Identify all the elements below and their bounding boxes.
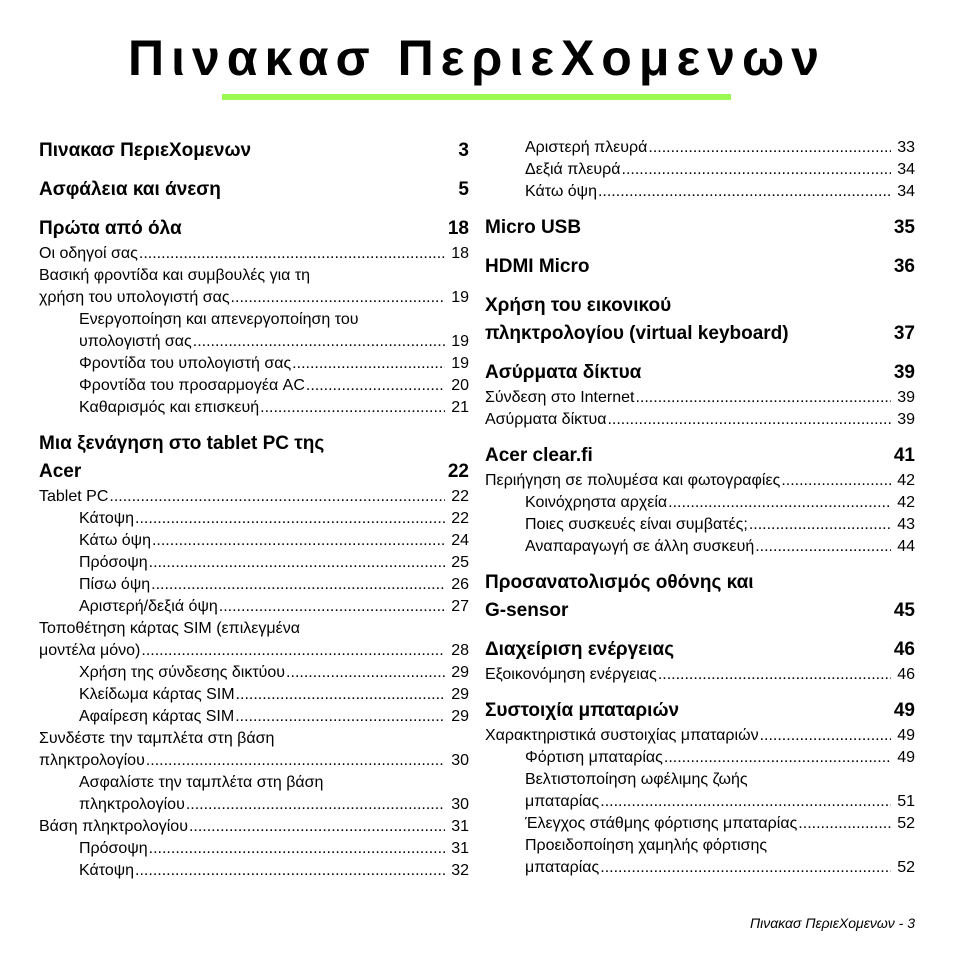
toc-entry-page: 3 <box>458 140 469 161</box>
toc-entry-page: 42 <box>897 494 915 511</box>
dot-leader <box>286 662 445 684</box>
dot-leader <box>193 331 445 353</box>
toc-entry-page: 18 <box>447 218 469 239</box>
toc-entry-page: 37 <box>893 323 915 344</box>
dot-leader <box>235 706 445 728</box>
dot-leader <box>600 791 891 813</box>
toc-entry-page: 49 <box>897 727 915 744</box>
toc-entry-page: 5 <box>458 179 469 200</box>
toc-entry-lead[interactable]: Τοποθέτηση κάρτας SIM (επιλεγμένα <box>39 620 300 637</box>
toc-entry-title: υπολογιστή σας <box>79 333 192 350</box>
toc-entry-page: 31 <box>451 840 469 857</box>
toc-entry-title: Περιήγηση σε πολυμέσα και φωτογραφίες <box>485 472 781 489</box>
toc-entry[interactable] <box>485 214 915 242</box>
toc-entry-page: 39 <box>897 411 915 428</box>
toc-entry-title: Βάση πληκτρολογίου <box>39 818 188 835</box>
toc-entry[interactable] <box>485 514 915 536</box>
toc-entry-title: Ασύρματα δίκτυα <box>485 362 642 383</box>
dot-leader <box>186 794 445 816</box>
dot-leader <box>760 725 891 747</box>
toc-entry-title: Κάτοψη <box>79 510 135 527</box>
toc-entry[interactable] <box>485 697 915 725</box>
toc-entry-title: πληκτρολογίου (virtual keyboard) <box>485 323 789 344</box>
toc-entry-title: Σύνδεση στο Internet <box>485 389 635 406</box>
toc-entry[interactable] <box>39 860 469 882</box>
toc-entry-title: Φόρτιση μπαταρίας <box>525 749 663 766</box>
toc-entry-title: Αριστερή πλευρά <box>525 139 648 156</box>
toc-entry-page: 19 <box>451 289 469 306</box>
toc-entry[interactable] <box>39 530 469 552</box>
toc-entry-page: 22 <box>451 510 469 527</box>
toc-entry-lead[interactable]: Προειδοποίηση χαμηλής φόρτισης <box>525 837 768 854</box>
dot-leader <box>260 397 445 419</box>
toc-entry-page: 19 <box>451 333 469 350</box>
toc-entry-lead[interactable]: Προσανατολισμός οθόνης και <box>485 572 754 593</box>
toc-entry[interactable] <box>485 813 915 835</box>
toc-entry[interactable] <box>485 725 915 747</box>
toc-entry-title: μπαταρίας <box>525 793 600 810</box>
toc-entry-title: Αριστερή/δεξιά όψη <box>79 598 218 615</box>
toc-entry-title: Κάτοψη <box>79 862 135 879</box>
toc-entry-title: Χαρακτηριστικά συστοιχίας μπαταριών <box>485 727 759 744</box>
toc-right-column <box>485 137 915 879</box>
toc-entry[interactable] <box>485 253 915 281</box>
toc-entry-title: Δεξιά πλευρά <box>525 161 621 178</box>
toc-entry-page: 25 <box>451 554 469 571</box>
toc-entry[interactable] <box>485 137 915 159</box>
toc-entry-page: 24 <box>451 532 469 549</box>
toc-entry-page: 33 <box>897 139 915 156</box>
toc-entry-title: Ασύρματα δίκτυα <box>485 411 607 428</box>
toc-entry-page: 44 <box>897 538 915 555</box>
dot-leader <box>139 243 445 265</box>
toc-left-column <box>39 137 469 882</box>
toc-entry-title: Έλεγχος στάθμης φόρτισης μπαταρίας <box>525 815 798 832</box>
toc-entry-page: 29 <box>451 686 469 703</box>
toc-entry[interactable] <box>39 353 469 375</box>
dot-leader <box>658 664 891 686</box>
toc-entry[interactable] <box>39 508 469 530</box>
toc-entry[interactable] <box>485 159 915 181</box>
dot-leader <box>152 530 445 552</box>
toc-entry-page: 39 <box>893 362 915 383</box>
toc-entry-title: πληκτρολογίου <box>79 796 185 813</box>
toc-entry-page: 39 <box>897 389 915 406</box>
toc-entry-title: χρήση του υπολογιστή σας <box>39 289 230 306</box>
toc-entry[interactable] <box>485 442 915 470</box>
toc-entry-page: 43 <box>897 516 915 533</box>
toc-entry[interactable] <box>485 470 915 492</box>
toc-entry-title: Κάτω όψη <box>525 183 597 200</box>
toc-entry-title: Πρώτα από όλα <box>39 218 182 239</box>
dot-leader <box>236 684 445 706</box>
dot-leader <box>189 816 445 838</box>
toc-entry-page: 49 <box>897 749 915 766</box>
toc-entry-page: 45 <box>893 600 915 621</box>
dot-leader <box>231 287 445 309</box>
toc-entry-lead[interactable]: Βασική φροντίδα και συμβουλές για τη <box>39 267 311 284</box>
toc-entry[interactable] <box>485 664 915 686</box>
toc-entry-title: HDMI Micro <box>485 256 590 277</box>
toc-entry-title: Φροντίδα του προσαρμογέα AC <box>79 377 305 394</box>
page-footer <box>750 915 915 931</box>
toc-entry-title: Πίσω όψη <box>79 576 151 593</box>
toc-entry-lead[interactable]: Βελτιστοποίηση ωφέλιμης ζωής <box>525 771 748 788</box>
toc-entry[interactable] <box>39 215 469 243</box>
toc-entry[interactable] <box>485 387 915 409</box>
toc-entry[interactable] <box>39 838 469 860</box>
toc-entry-lead[interactable]: Συνδέστε την ταμπλέτα στη βάση <box>39 730 275 747</box>
toc-entry-page: 34 <box>897 161 915 178</box>
toc-entry[interactable] <box>39 574 469 596</box>
toc-entry-title: Κοινόχρηστα αρχεία <box>525 494 668 511</box>
dot-leader <box>141 640 445 662</box>
toc-entry[interactable] <box>39 662 469 684</box>
toc-entry-page: 22 <box>447 461 469 482</box>
dot-leader <box>219 596 445 618</box>
toc-entry[interactable] <box>39 552 469 574</box>
toc-entry-page: 52 <box>897 815 915 832</box>
toc-entry[interactable] <box>485 857 915 879</box>
toc-entry[interactable] <box>39 375 469 397</box>
toc-entry-title: Ποιες συσκευές είναι συμβατές; <box>525 516 748 533</box>
toc-entry[interactable] <box>39 176 469 204</box>
toc-entry[interactable] <box>39 331 469 353</box>
toc-entry-page: 19 <box>451 355 469 372</box>
toc-entry-page: 18 <box>451 245 469 262</box>
toc-entry-title: Πρόσοψη <box>79 840 148 857</box>
toc-entry-title: Καθαρισμός και επισκευή <box>79 399 260 416</box>
toc-entry-title: Αναπαραγωγή σε άλλη συσκευή <box>525 538 755 555</box>
footer-label: Πινακασ ΠεριεΧομενων - <box>749 915 904 931</box>
toc-entry[interactable] <box>39 458 469 486</box>
toc-entry-title: Tablet PC <box>39 488 109 505</box>
toc-entry-title: Συστοιχία μπαταριών <box>485 700 680 721</box>
toc-entry-page: 26 <box>451 576 469 593</box>
toc-entry-page: 42 <box>897 472 915 489</box>
toc-entry[interactable] <box>39 243 469 265</box>
toc-entry[interactable] <box>39 596 469 618</box>
dot-leader <box>781 470 891 492</box>
toc-entry-page: 30 <box>451 752 469 769</box>
toc-entry-page: 34 <box>897 183 915 200</box>
toc-entry-page: 31 <box>451 818 469 835</box>
toc-entry-lead[interactable]: Ενεργοποίηση και απενεργοποίηση του <box>79 311 359 328</box>
dot-leader <box>149 552 445 574</box>
toc-entry[interactable] <box>485 320 915 348</box>
toc-entry-page: 35 <box>893 217 915 238</box>
dot-leader <box>607 409 891 431</box>
toc-entry[interactable] <box>485 597 915 625</box>
toc-entry-title: Πρόσοψη <box>79 554 148 571</box>
footer-page-number: 3 <box>907 915 915 931</box>
toc-entry-page: 20 <box>451 377 469 394</box>
toc-entry-page: 49 <box>893 700 915 721</box>
toc-entry[interactable] <box>39 486 469 508</box>
dot-leader <box>306 375 445 397</box>
toc-entry[interactable] <box>39 287 469 309</box>
dot-leader <box>798 813 891 835</box>
toc-entry-lead[interactable]: Ασφαλίστε την ταμπλέτα στη βάση <box>79 774 324 791</box>
toc-entry-page: 51 <box>897 793 915 810</box>
toc-entry-title: Φροντίδα του υπολογιστή σας <box>79 355 292 372</box>
dot-leader <box>622 159 891 181</box>
toc-entry-page: 41 <box>893 445 915 466</box>
dot-leader <box>755 536 891 558</box>
dot-leader <box>749 514 891 536</box>
toc-entry-title: Micro USB <box>485 217 582 238</box>
toc-entry-page: 32 <box>451 862 469 879</box>
dot-leader <box>149 838 445 860</box>
toc-entry[interactable] <box>485 409 915 431</box>
dot-leader <box>109 486 445 508</box>
dot-leader <box>146 750 445 772</box>
toc-entry-title: Χρήση της σύνδεσης δικτύου <box>79 664 286 681</box>
toc-entry-lead[interactable]: Μια ξενάγηση στο tablet PC της <box>39 433 325 454</box>
toc-entry-title: Ασφάλεια και άνεση <box>39 179 221 200</box>
toc-entry-title: Κάτω όψη <box>79 532 151 549</box>
toc-entry-title: Εξοικονόμηση ενέργειας <box>485 666 657 683</box>
dot-leader <box>135 508 445 530</box>
toc-entry-page: 46 <box>897 666 915 683</box>
dot-leader <box>151 574 445 596</box>
toc-entry-page: 22 <box>451 488 469 505</box>
toc-entry-page: 52 <box>897 859 915 876</box>
toc-entry[interactable] <box>39 794 469 816</box>
toc-entry-title: πληκτρολογίου <box>39 752 145 769</box>
toc-entry-title: Διαχείριση ενέργειας <box>485 639 675 660</box>
toc-entry-page: 28 <box>451 642 469 659</box>
dot-leader <box>648 137 891 159</box>
toc-entry[interactable] <box>485 359 915 387</box>
toc-entry-title: μοντέλα μόνο) <box>39 642 141 659</box>
toc-entry[interactable] <box>39 397 469 419</box>
toc-entry[interactable] <box>39 816 469 838</box>
dot-leader <box>664 747 891 769</box>
toc-entry-title: Αφαίρεση κάρτας SIM <box>79 708 235 725</box>
dot-leader <box>600 857 891 879</box>
toc-entry-page: 46 <box>893 639 915 660</box>
toc-entry-title: Οι οδηγοί σας <box>39 245 138 262</box>
toc-entry-page: 36 <box>893 256 915 277</box>
toc-entry[interactable] <box>39 640 469 662</box>
toc-entry-page: 29 <box>451 664 469 681</box>
toc-entry-title: Κλείδωμα κάρτας SIM <box>79 686 235 703</box>
dot-leader <box>135 860 445 882</box>
toc-entry-title: Acer clear.fi <box>485 445 593 466</box>
toc-entry-page: 27 <box>451 598 469 615</box>
title-underline <box>222 94 731 100</box>
toc-entry[interactable] <box>485 791 915 813</box>
toc-entry[interactable] <box>39 750 469 772</box>
dot-leader <box>598 181 891 203</box>
toc-entry[interactable] <box>39 684 469 706</box>
toc-entry-page: 21 <box>451 399 469 416</box>
toc-entry-title: μπαταρίας <box>525 859 600 876</box>
toc-entry-page: 29 <box>451 708 469 725</box>
toc-entry-page: 30 <box>451 796 469 813</box>
toc-entry[interactable] <box>485 636 915 664</box>
dot-leader <box>635 387 891 409</box>
toc-entry[interactable] <box>39 706 469 728</box>
dot-leader <box>668 492 891 514</box>
toc-entry[interactable] <box>485 181 915 203</box>
toc-entry-title: Πινακασ ΠεριεΧομενων <box>39 140 252 161</box>
page-title: Πινακασ ΠεριεΧομενων <box>127 30 827 86</box>
toc-entry[interactable] <box>485 536 915 558</box>
toc-entry[interactable] <box>485 747 915 769</box>
toc-entry-title: Acer <box>39 461 82 482</box>
toc-entry-title: G-sensor <box>485 600 569 621</box>
toc-entry[interactable] <box>39 137 469 165</box>
dot-leader <box>292 353 445 375</box>
toc-entry[interactable] <box>485 492 915 514</box>
toc-entry-lead[interactable]: Χρήση του εικονικού <box>485 295 672 316</box>
